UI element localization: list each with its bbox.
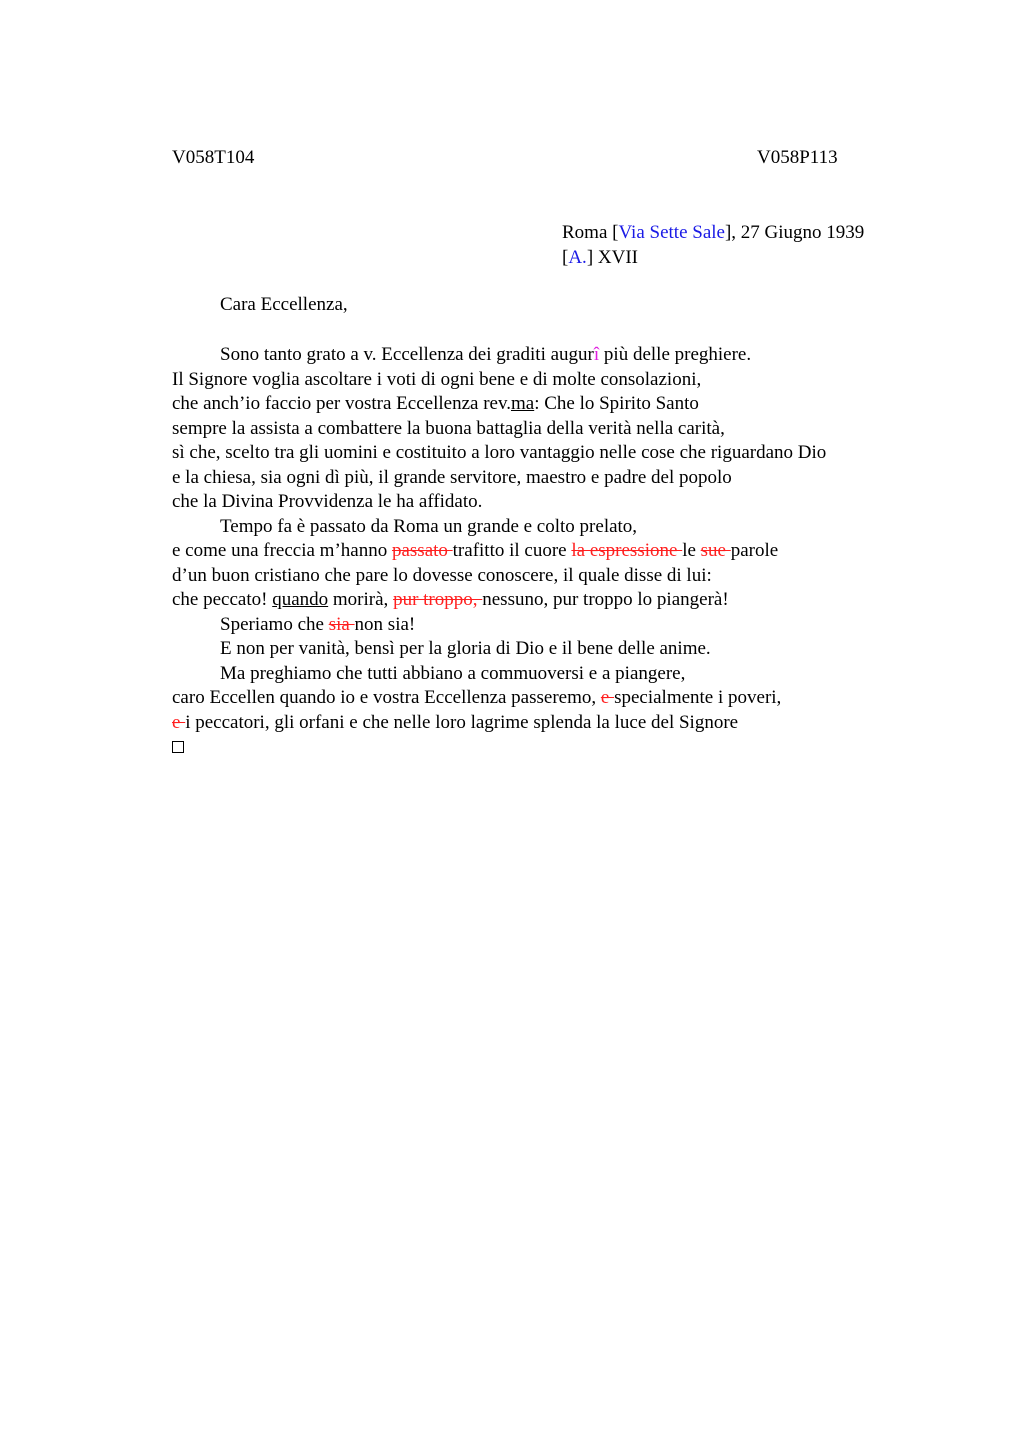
- text-line: [172, 711, 932, 736]
- text-segment: più delle preghiere.: [599, 344, 752, 365]
- text-line: sempre la assista a combattere la buona battaglia della verità nella carità,: [172, 417, 725, 439]
- text-segment: morirà,: [328, 589, 394, 610]
- salutation: Cara Eccellenza,: [220, 294, 348, 315]
- underlined-text: ma: [510, 393, 535, 414]
- text-line: Ma preghiamo che tutti abbiano a commuoversi e a piangere,: [220, 662, 686, 684]
- deleted-text: sia: [328, 613, 355, 635]
- dateline-era-abbrev: A.: [568, 246, 587, 268]
- dateline: [562, 221, 864, 270]
- dateline-place-date: [562, 221, 864, 246]
- text-line: [172, 392, 932, 417]
- dateline-date: ], 27 Giugno 1939: [724, 222, 865, 243]
- text-segment: specialmente i poveri,: [614, 687, 782, 708]
- text-line: Tempo fa è passato da Roma un grande e colto prelato,: [220, 515, 638, 537]
- deleted-text: pur troppo,: [393, 589, 483, 610]
- text-line: [172, 343, 932, 368]
- text-line: Il Signore voglia ascoltare i voti di ogni bene e di molte consolazioni,: [172, 368, 702, 390]
- text-line: che la Divina Provvidenza le ha affidato.: [172, 491, 483, 512]
- text-line: sì che, scelto tra gli uomini e costituito a loro vantaggio nelle cose che riguardano Dio: [172, 442, 827, 463]
- dateline-era: [562, 246, 864, 271]
- deleted-text: passato: [391, 540, 453, 561]
- text-line: [172, 686, 932, 711]
- text-segment: che anch’io faccio per vostra Eccellenza rev.: [172, 393, 511, 414]
- checkbox-icon[interactable]: [172, 741, 184, 753]
- dateline-city: Roma: [562, 222, 608, 243]
- text-segment: i peccatori, gli orfani e che nelle loro lagrime splenda la luce del Signore: [185, 711, 739, 733]
- text-line: E non per vanità, bensì per la gloria di Dio e il bene delle anime.: [220, 638, 711, 659]
- deleted-text: sue: [700, 540, 731, 561]
- text-line: e la chiesa, sia ogni dì più, il grande servitore, maestro e padre del popolo: [172, 466, 732, 488]
- dateline-era-open: [: [562, 246, 569, 268]
- text-line: d’un buon cristiano che pare lo dovesse conoscere, il quale disse di lui:: [172, 564, 712, 586]
- deleted-text: e: [172, 711, 186, 733]
- text-line: [172, 539, 932, 564]
- document-id-right: V058P113: [757, 147, 838, 168]
- text-segment: nessuno, pur troppo lo piangerà!: [482, 589, 729, 610]
- dateline-address: Via Sette Sale: [618, 222, 725, 243]
- checkbox-line: [172, 735, 932, 760]
- text-segment: parole: [730, 540, 779, 561]
- deleted-text: la espressione: [571, 540, 683, 561]
- text-line: [172, 613, 932, 638]
- dateline-era-close: ] XVII: [586, 246, 638, 268]
- text-segment: trafitto il cuore: [452, 540, 572, 561]
- underlined-text: quando: [272, 589, 329, 610]
- text-segment: che peccato!: [172, 589, 273, 610]
- document-id-left: V058T104: [172, 147, 255, 168]
- text-segment: e come una freccia m’hanno: [172, 540, 392, 561]
- text-segment: Speriamo che: [220, 613, 329, 635]
- dateline-open-bracket: [: [607, 222, 619, 243]
- accent-mark: î: [593, 344, 600, 365]
- text-segment: non sia!: [354, 613, 416, 635]
- text-segment: caro Eccellen quando io e vostra Eccellenza passeremo,: [172, 687, 601, 708]
- deleted-text: e: [600, 687, 615, 708]
- text-segment: Sono tanto grato a v. Eccellenza dei graditi augur: [220, 344, 594, 365]
- text-line: [172, 588, 932, 613]
- letter-body: [172, 343, 932, 760]
- text-segment: : Che lo Spirito Santo: [534, 393, 699, 414]
- text-segment: le: [682, 540, 701, 561]
